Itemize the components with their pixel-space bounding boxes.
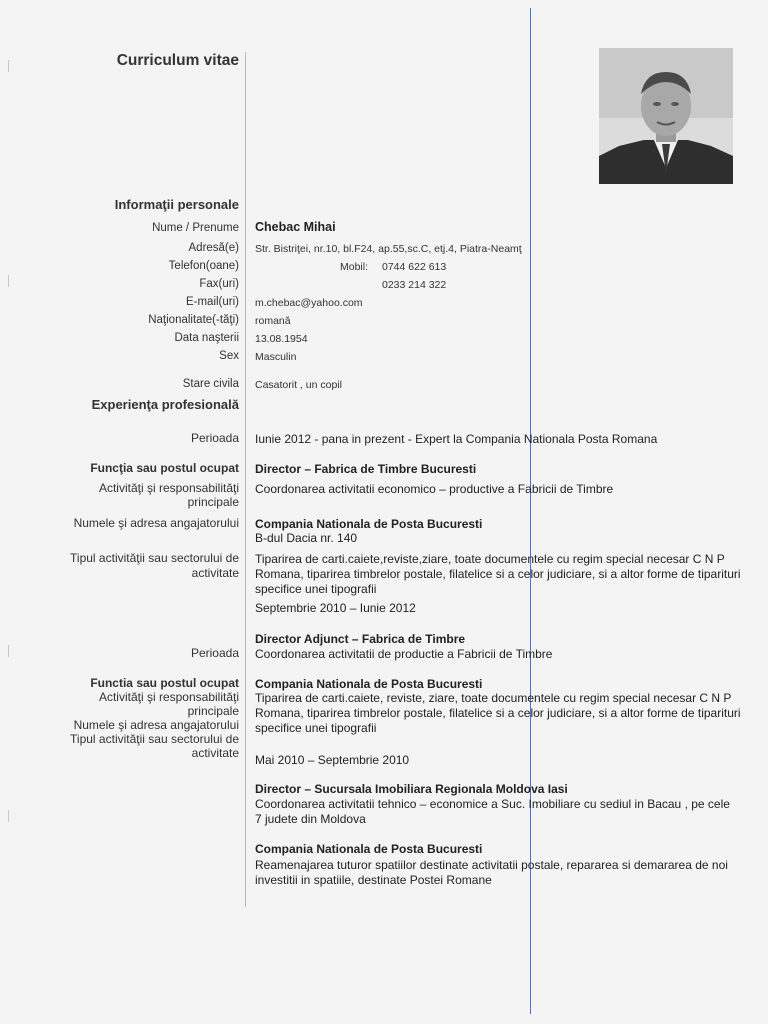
sector-line: Reamenajarea tuturor spatiilor destinate activitatii postale, repararea si demararea de noi: [255, 858, 728, 872]
address-label: Adresă(e): [188, 242, 239, 254]
employer-label: Numele şi adresa angajatorului: [73, 516, 239, 530]
name-label: Nume / Prenume: [152, 222, 239, 234]
activities-label: Activităţi şi responsabilităţi: [98, 690, 239, 704]
dates-value: Septembrie 2010 – Iunie 2012: [255, 601, 416, 615]
phone-label: Telefon(oane): [168, 260, 239, 272]
fax-value: 0233 214 322: [382, 279, 447, 291]
scan-edge-mark: [8, 275, 9, 287]
activities-label-cont: principale: [187, 704, 239, 718]
civil-status-value: Casatorit , un copil: [255, 379, 342, 391]
mobile-value: 0744 622 613: [382, 261, 447, 273]
scan-edge-mark: [8, 645, 9, 657]
nationality-label: Naţionalitate(-tăţi): [148, 314, 239, 326]
address-value: Str. Bistriţei, nr.10, bl.F24, ap.55,sc.C, etj.4, Piatra-Neamţ: [255, 243, 522, 255]
employer-value: Compania Nationala de Posta Bucuresti: [255, 677, 483, 691]
scan-edge-mark: [8, 810, 9, 822]
activities-value: Coordonarea activitatii economico – productive a Fabricii de Timbre: [255, 482, 614, 496]
position-label: Funcţia sau postul ocupat: [90, 461, 239, 475]
sector-label-cont: activitate: [191, 566, 239, 580]
position-value: Director – Sucursala Imobiliara Regionala Moldova Iasi: [255, 782, 568, 796]
sector-line: Romana, tiparirea timbrelor postale, filatelice si a celor judiciare, si a altor forme de tiparituri: [255, 706, 741, 720]
mobile-label: Mobil:: [340, 261, 369, 273]
experience-heading: Experienţa profesională: [91, 397, 239, 412]
birth-date-label: Data naşterii: [174, 332, 239, 344]
dates-value: Mai 2010 – Septembrie 2010: [255, 753, 410, 767]
sex-value: Masculin: [255, 351, 297, 363]
position-label: Functia sau postul ocupat: [90, 676, 239, 690]
sector-line: specifice unei tipografii: [255, 582, 377, 596]
sector-label-cont: activitate: [191, 746, 239, 760]
sector-line: specifice unei tipografii: [255, 721, 377, 735]
email-label: E-mail(uri): [185, 296, 239, 308]
column-divider: [245, 52, 246, 907]
activities-line: Coordonarea activitatii tehnico – economice a Suc. Imobiliare cu sediul in Bacau , pe cele: [255, 797, 730, 811]
fax-label: Fax(uri): [199, 278, 239, 290]
employer-value: Compania Nationala de Posta Bucuresti: [255, 517, 483, 531]
nationality-value: romană: [255, 315, 291, 327]
employer-value: Compania Nationala de Posta Bucuresti: [255, 842, 483, 856]
profile-photo: [599, 48, 733, 184]
position-value: Director Adjunct – Fabrica de Timbre: [255, 632, 466, 646]
sector-line: Tiparirea de carti.caiete,reviste,ziare, toate documentele cu regim special necesar C N P: [255, 552, 725, 566]
sector-line: Tiparirea de carti.caiete, reviste, ziare, toate documentele cu regim special necesar C N P: [255, 691, 732, 705]
activities-label: Activităţi şi responsabilităţi: [98, 481, 239, 495]
personal-info-heading: Informaţii personale: [114, 197, 239, 212]
name-value: Chebac Mihai: [255, 220, 336, 234]
email-value: m.chebac@yahoo.com: [255, 297, 363, 309]
sector-line: investitii in spatiile, destinate Postei Romane: [255, 873, 492, 887]
activities-value: Coordonarea activitatii de productie a Fabricii de Timbre: [255, 647, 553, 661]
sex-label: Sex: [219, 350, 239, 362]
period-label: Perioada: [190, 431, 239, 445]
activities-label-cont: principale: [187, 495, 239, 509]
period-value: Iunie 2012 - pana in prezent - Expert la Compania Nationala Posta Romana: [255, 432, 658, 446]
civil-status-label: Stare civila: [182, 378, 239, 390]
document-title: Curriculum vitae: [116, 52, 239, 69]
activities-line: 7 judete din Moldova: [255, 812, 366, 826]
sector-label: Tipul activităţii sau sectorului de: [70, 732, 239, 746]
sector-line: Romana, tiparirea timbrelor postale, filatelice si a celor judiciare, si a altor forme de tiparituri: [255, 567, 741, 581]
employer-label: Numele şi adresa angajatorului: [73, 718, 239, 732]
birth-date-value: 13.08.1954: [255, 333, 308, 345]
period-label: Perioada: [190, 646, 239, 660]
sector-label: Tipul activităţii sau sectorului de: [70, 551, 239, 565]
position-value: Director – Fabrica de Timbre Bucuresti: [255, 462, 477, 476]
scan-edge-mark: [8, 60, 9, 72]
employer-address: B-dul Dacia nr. 140: [255, 531, 358, 545]
